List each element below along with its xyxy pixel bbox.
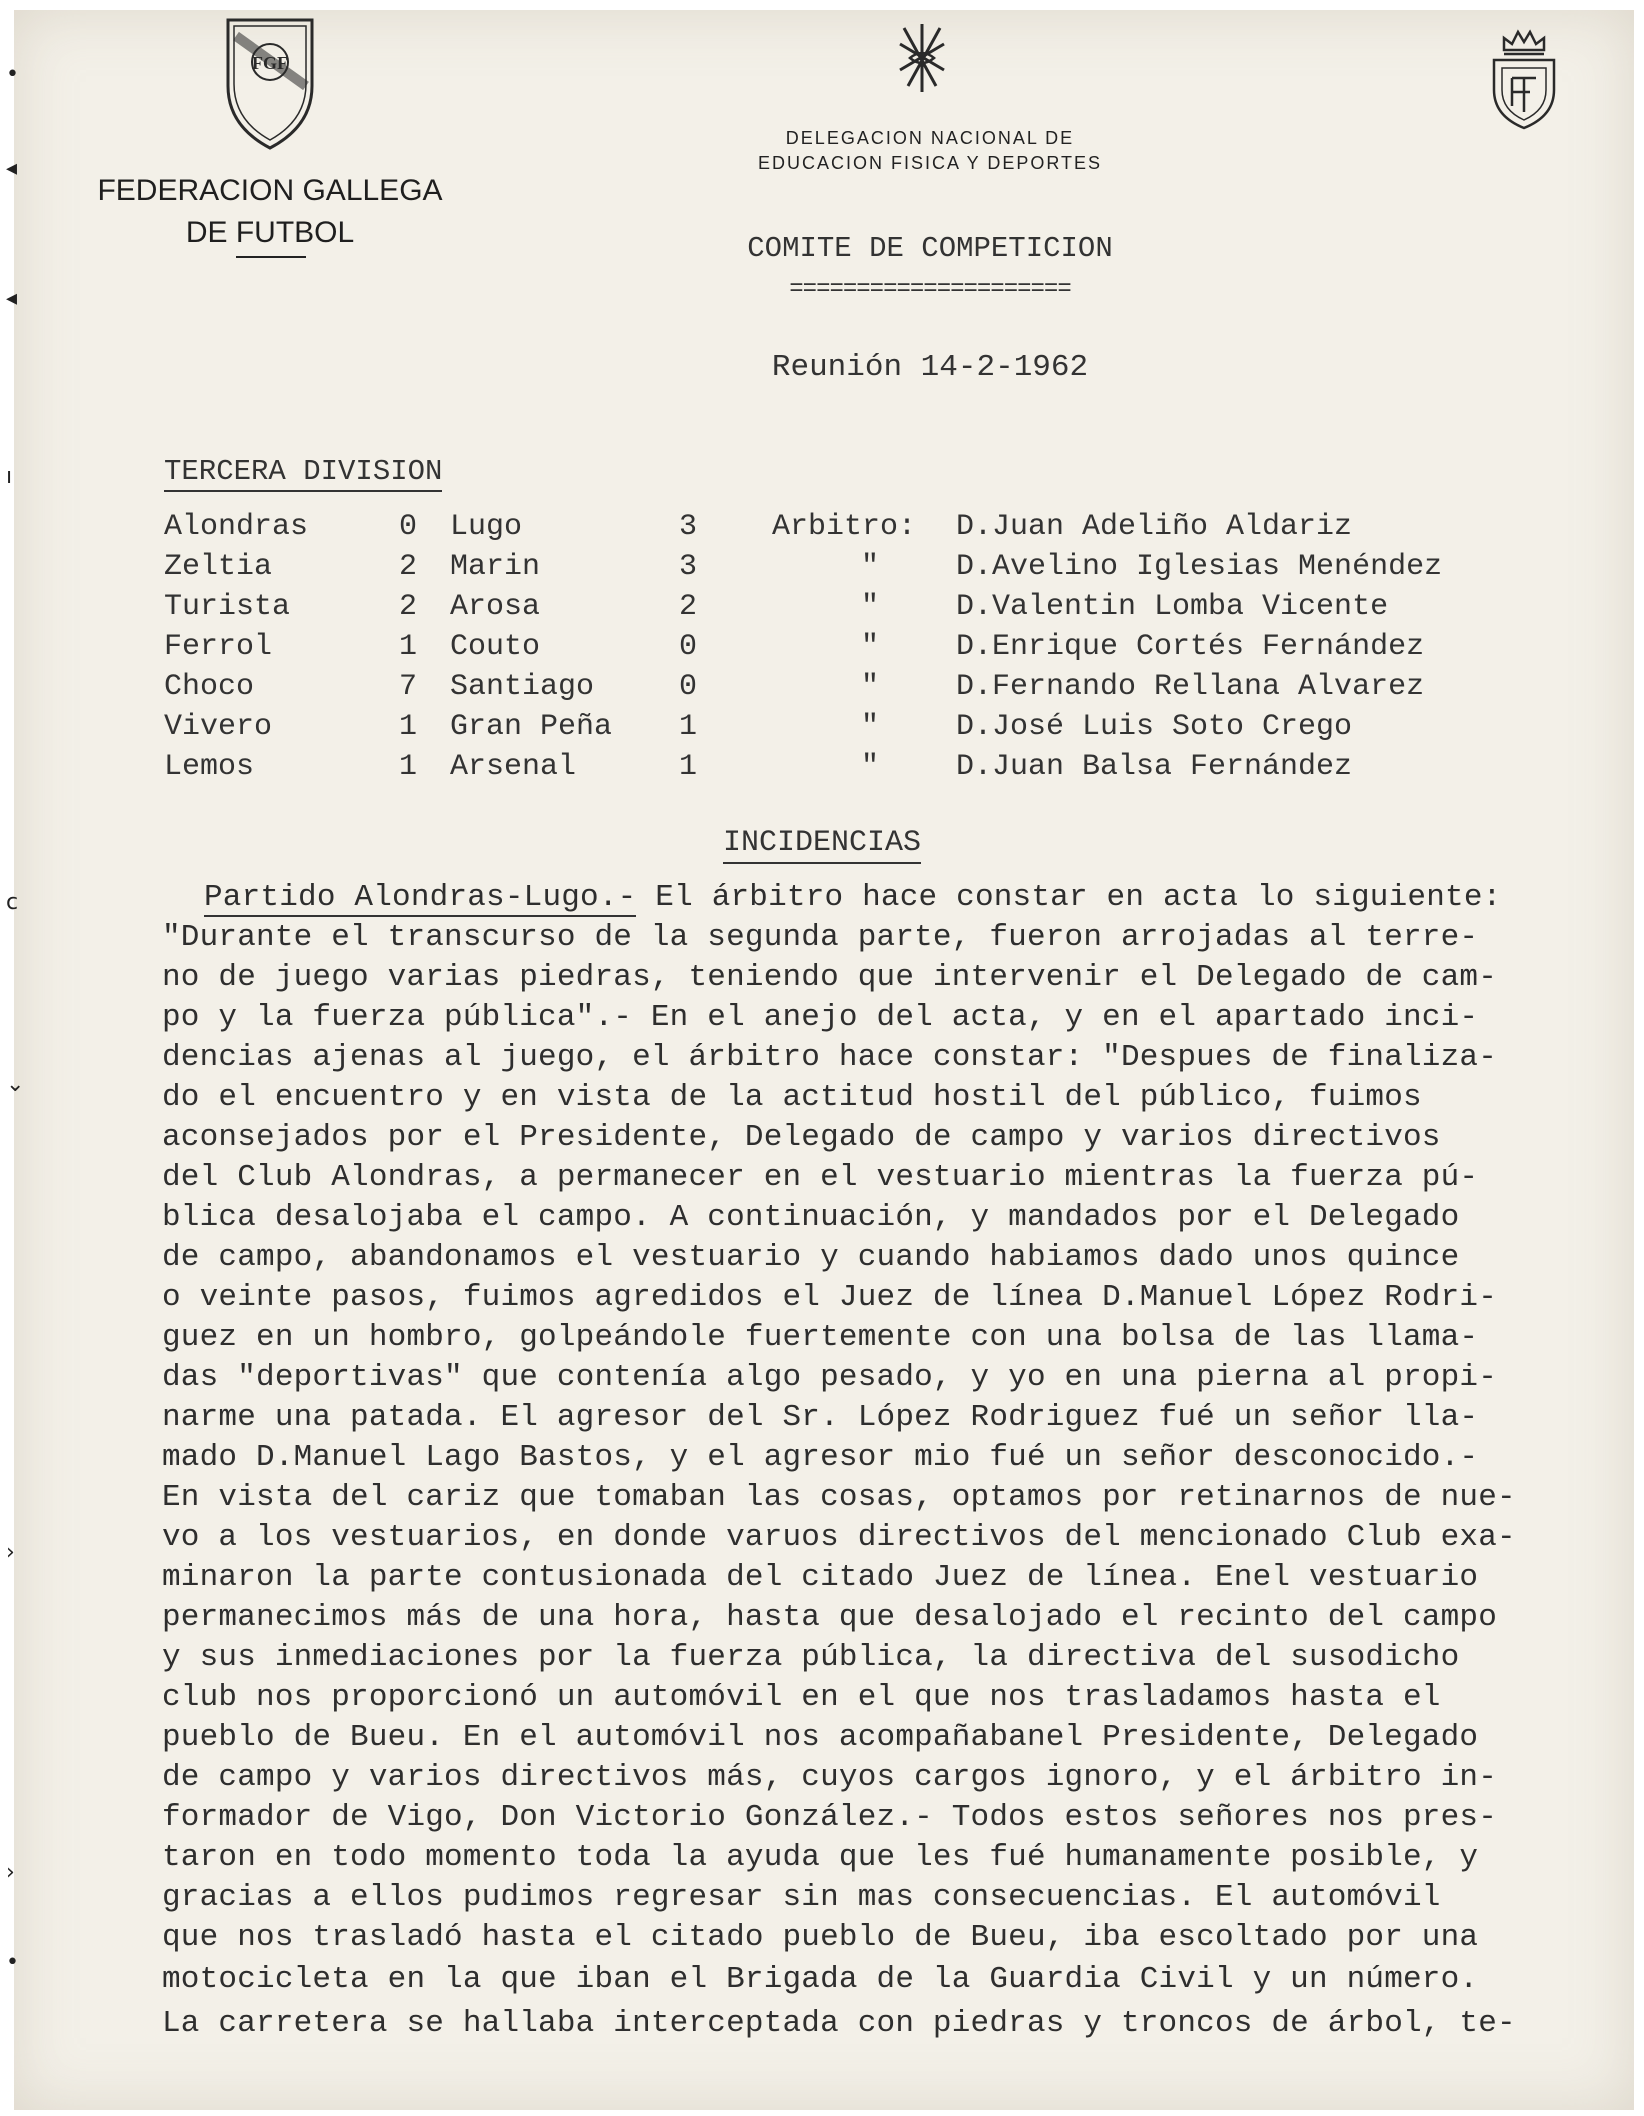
report-line: minaron la parte contusionada del citado Juez de línea. Enel vestuario bbox=[162, 1560, 1479, 1595]
referee-name: D.Enrique Cortés Fernández bbox=[956, 630, 1425, 664]
away-team: Gran Peña bbox=[450, 710, 613, 744]
report-line: po y la fuerza pública".- En el anejo del acta, y en el apartado inci- bbox=[162, 1000, 1479, 1035]
away-score: 1 bbox=[678, 750, 697, 784]
home-score: 1 bbox=[398, 630, 417, 664]
federation-rule bbox=[236, 256, 306, 258]
report-line: das "deportivas" que contenía algo pesado, y yo en una pierna al propi- bbox=[162, 1360, 1498, 1395]
home-score: 1 bbox=[398, 750, 417, 784]
division-title: TERCERA DIVISION bbox=[164, 455, 442, 492]
away-score: 0 bbox=[678, 630, 697, 664]
away-team: Marin bbox=[450, 550, 541, 584]
report-line: del Club Alondras, a permanecer en el vestuario mientras la fuerza pú- bbox=[162, 1160, 1479, 1195]
report-line: formador de Vigo, Don Victorio González.- Todos estos señores nos pres- bbox=[162, 1800, 1498, 1835]
delegation-line2: EDUCACION FISICA Y DEPORTES bbox=[757, 153, 1103, 173]
report-line: mado D.Manuel Lago Bastos, y el agresor mio fué un señor desconocido.- bbox=[162, 1440, 1479, 1475]
report-intro: El árbitro hace constar en acta lo siguiente: bbox=[636, 880, 1502, 915]
report-line: vo a los vestuarios, en donde varuos directivos del mencionado Club exa- bbox=[162, 1520, 1516, 1555]
home-team: Turista bbox=[164, 590, 291, 624]
ditto-mark: " bbox=[860, 550, 879, 584]
report-line: no de juego varias piedras, teniendo que intervenir el Delegado de cam- bbox=[162, 960, 1498, 995]
margin-mark: ı bbox=[6, 464, 13, 489]
ditto-mark: " bbox=[860, 670, 879, 704]
report-line: do el encuentro y en vista de la actitud hostil del público, fuimos bbox=[162, 1080, 1422, 1115]
home-team: Alondras bbox=[164, 510, 309, 544]
home-score: 0 bbox=[398, 510, 417, 544]
referee-label: Arbitro: bbox=[772, 510, 917, 544]
federation-name bbox=[90, 170, 450, 254]
away-team: Arosa bbox=[450, 590, 541, 624]
report-line: gracias a ellos pudimos regresar sin mas consecuencias. El automóvil bbox=[162, 1880, 1441, 1915]
home-team: Lemos bbox=[164, 750, 255, 784]
away-score: 0 bbox=[678, 670, 697, 704]
ditto-mark: " bbox=[860, 750, 879, 784]
report-line: "Durante el transcurso de la segunda parte, fueron arrojadas al terre- bbox=[162, 920, 1479, 955]
home-team: Ferrol bbox=[164, 630, 273, 664]
committee-double-underline: ===================== bbox=[789, 276, 1071, 303]
report-line: que nos trasladó hasta el citado pueblo de Bueu, iba escoltado por una bbox=[162, 1920, 1479, 1955]
incidents-title-wrap bbox=[0, 826, 1644, 860]
margin-mark: ◂ bbox=[6, 286, 18, 311]
report-line: club nos proporcionó un automóvil en el que nos trasladamos hasta el bbox=[162, 1680, 1441, 1715]
referee-name: D.Juan Adeliño Aldariz bbox=[956, 510, 1353, 544]
federation-shield-text: FGF bbox=[252, 53, 288, 73]
away-team: Arsenal bbox=[450, 750, 577, 784]
report-line: taron en todo momento toda la ayuda que les fué humanamente posible, y bbox=[162, 1840, 1479, 1875]
away-score: 3 bbox=[678, 510, 697, 544]
report-line: motocicleta en la que iban el Brigada de la Guardia Civil y un número. bbox=[162, 1962, 1479, 1997]
report-line: La carretera se hallaba interceptada con piedras y troncos de árbol, te- bbox=[162, 2006, 1516, 2041]
federation-shield-icon bbox=[222, 16, 318, 152]
yoke-arrows-emblem-icon bbox=[896, 20, 948, 96]
match-heading: Partido Alondras-Lugo.- bbox=[204, 880, 637, 915]
margin-mark: › bbox=[6, 1540, 15, 1565]
meeting-date: Reunión 14-2-1962 bbox=[771, 350, 1089, 385]
report-line: aconsejados por el Presidente, Delegado de campo y varios directivos bbox=[162, 1120, 1441, 1155]
home-score: 1 bbox=[398, 710, 417, 744]
away-team: Lugo bbox=[450, 510, 523, 544]
incidents-title: INCIDENCIAS bbox=[723, 826, 921, 864]
referee-name: D.Juan Balsa Fernández bbox=[956, 750, 1353, 784]
report-line: de campo, abandonamos el vestuario y cuando habiamos dado unos quince bbox=[162, 1240, 1460, 1275]
away-team: Couto bbox=[450, 630, 541, 664]
away-score: 1 bbox=[678, 710, 697, 744]
margin-mark: • bbox=[6, 1950, 19, 1975]
referee-name: D.Avelino Iglesias Menéndez bbox=[956, 550, 1443, 584]
report-line: y sus inmediaciones por la fuerza pública, la directiva del susodicho bbox=[162, 1640, 1460, 1675]
referee-name: D.José Luis Soto Crego bbox=[956, 710, 1353, 744]
committee-title: COMITE DE COMPETICION bbox=[747, 232, 1113, 265]
report-line: guez en un hombro, golpeándole fuertemente con una bolsa de las llama- bbox=[162, 1320, 1479, 1355]
report-line: En vista del cariz que tomaban las cosas, optamos por retinarnos de nue- bbox=[162, 1480, 1516, 1515]
delegation-title bbox=[700, 126, 1160, 176]
margin-mark: c bbox=[6, 890, 19, 915]
home-score: 7 bbox=[398, 670, 417, 704]
referee-name: D.Fernando Rellana Alvarez bbox=[956, 670, 1425, 704]
report-line: o veinte pasos, fuimos agredidos el Juez de línea D.Manuel López Rodri- bbox=[162, 1280, 1498, 1315]
federation-name-line1: FEDERACION GALLEGA bbox=[97, 174, 443, 207]
margin-mark: ⌄ bbox=[6, 1072, 25, 1097]
report-line-first bbox=[204, 880, 1501, 915]
ditto-mark: " bbox=[860, 590, 879, 624]
report-line: blica desalojaba el campo. A continuación, y mandados por el Delegado bbox=[162, 1200, 1460, 1235]
away-team: Santiago bbox=[450, 670, 595, 704]
home-score: 2 bbox=[398, 550, 417, 584]
crowned-shield-icon bbox=[1488, 20, 1560, 132]
report-line: dencias ajenas al juego, el árbitro hace constar: "Despues de finaliza- bbox=[162, 1040, 1498, 1075]
margin-mark: › bbox=[6, 1860, 15, 1885]
away-score: 2 bbox=[678, 590, 697, 624]
ditto-mark: " bbox=[860, 630, 879, 664]
report-line: narme una patada. El agresor del Sr. López Rodriguez fué un señor lla- bbox=[162, 1400, 1479, 1435]
delegation-line1: DELEGACION NACIONAL DE bbox=[785, 128, 1075, 148]
away-score: 3 bbox=[678, 550, 697, 584]
home-team: Zeltia bbox=[164, 550, 273, 584]
ditto-mark: " bbox=[860, 710, 879, 744]
report-line: de campo y varios directivos más, cuyos cargos ignoro, y el árbitro in- bbox=[162, 1760, 1498, 1795]
home-score: 2 bbox=[398, 590, 417, 624]
report-line: permanecimos más de una hora, hasta que desalojado el recinto del campo bbox=[162, 1600, 1498, 1635]
federation-name-line2: DE FUTBOL bbox=[185, 216, 355, 249]
home-team: Choco bbox=[164, 670, 255, 704]
report-line: pueblo de Bueu. En el automóvil nos acompañabanel Presidente, Delegado bbox=[162, 1720, 1479, 1755]
margin-mark: ◂ bbox=[6, 156, 18, 181]
referee-name: D.Valentin Lomba Vicente bbox=[956, 590, 1389, 624]
home-team: Vivero bbox=[164, 710, 273, 744]
margin-mark: • bbox=[6, 62, 19, 87]
